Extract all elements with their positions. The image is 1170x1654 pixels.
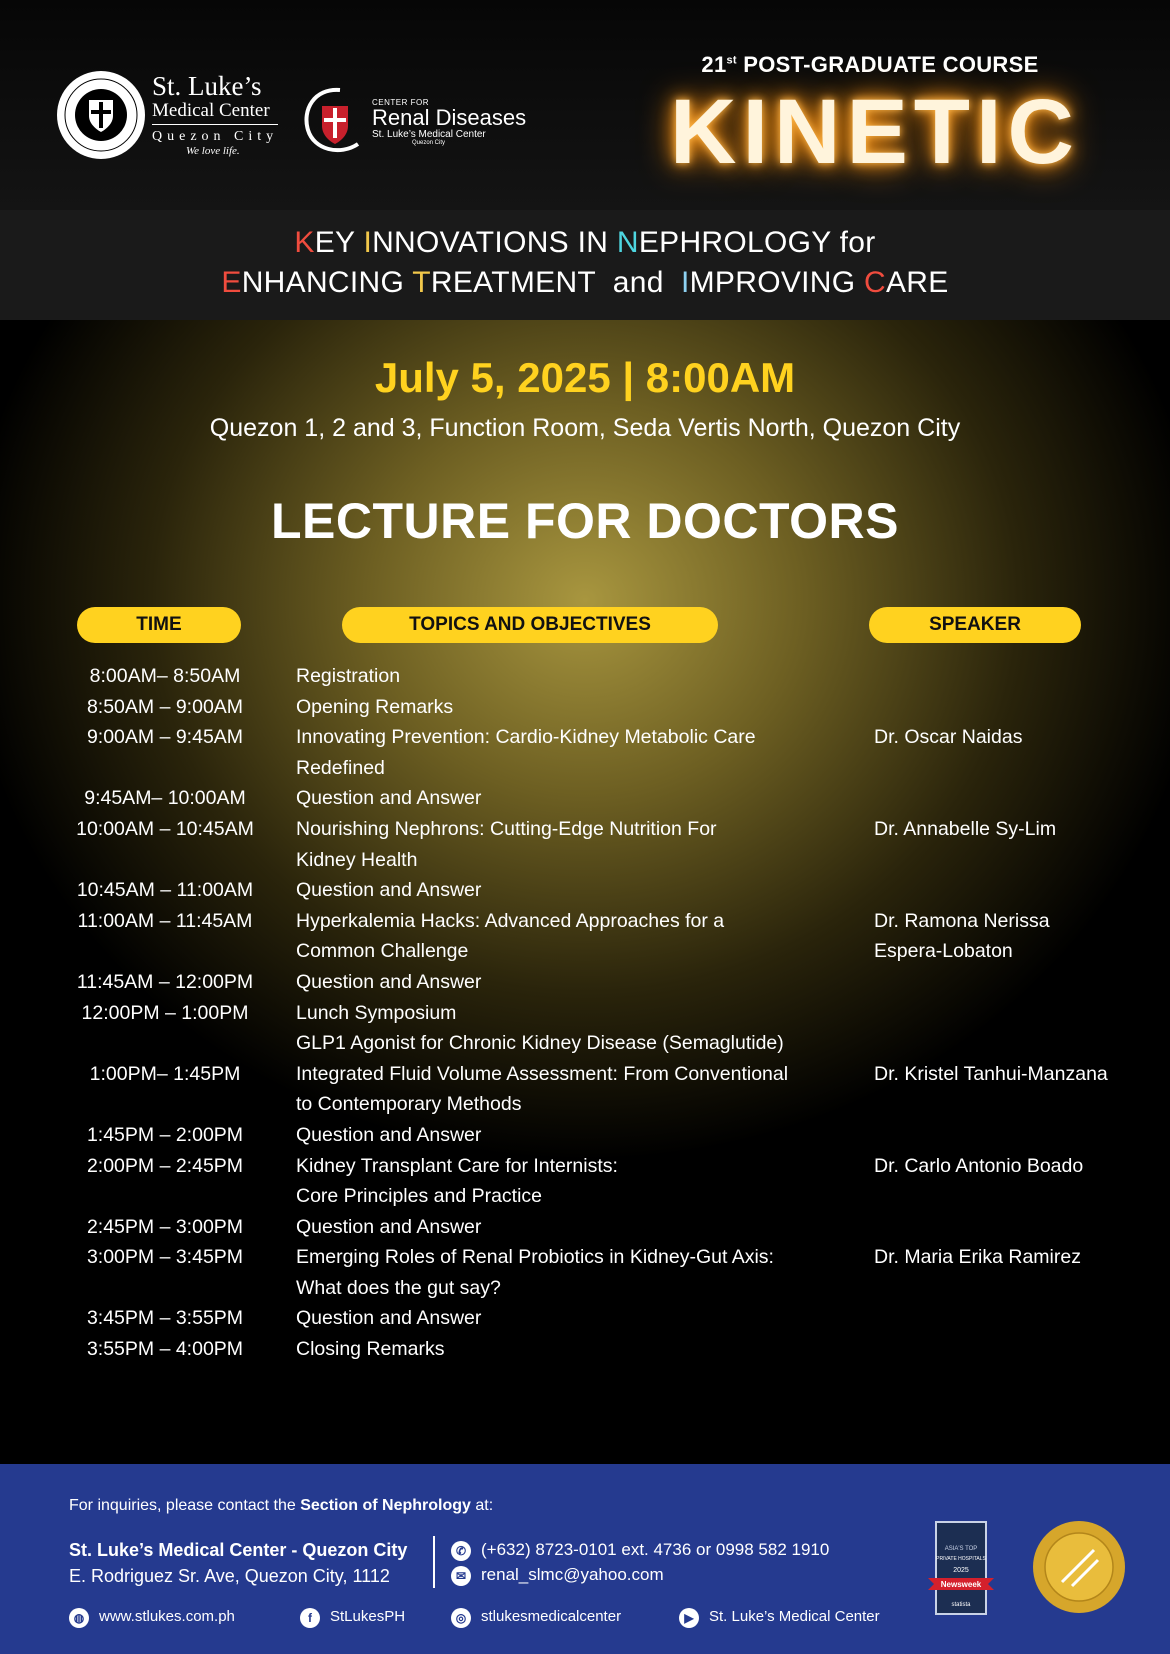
course-ordinal: st [726,54,737,67]
headline-text: NNOVATIONS IN [372,226,617,259]
stlukes-name-line2: Medical Center [152,100,278,125]
stlukes-seal-logo [56,70,146,160]
speaker-column-header: SPEAKER [869,607,1081,643]
schedule-topic [296,1334,796,1365]
schedule-row [0,783,1170,814]
schedule-time: 11:00AM – 11:45AM [77,909,253,932]
headline-accent-letter: C [864,266,886,299]
newsweek-badge [928,1520,994,1616]
schedule-time: 2:00PM – 2:45PM [86,1154,244,1177]
headline-text: NHANCING [241,266,413,299]
schedule-topic-line: Emerging Roles of Renal Probiotics in Kidney-Gut Axis: [296,1246,774,1269]
social-link[interactable]: www.stlukes.com.ph [99,1608,235,1625]
course-label [690,52,1050,78]
schedule-speaker-line: Dr. Annabelle Sy-Lim [874,817,1057,840]
schedule-speaker-line: Espera-Lobaton [874,940,1013,963]
schedule-speaker-line: Dr. Oscar Naidas [874,726,1023,749]
schedule-topic [296,1303,796,1334]
schedule-topic-line: Question and Answer [296,787,482,810]
headline-accent-letter: I [680,266,690,299]
schedule-topic [296,1028,796,1059]
phone-icon: ✆ [451,1541,471,1561]
time-column-header: TIME [77,607,241,643]
schedule-topic [296,998,796,1029]
schedule-topic-line: Question and Answer [296,1123,482,1146]
schedule-topic [296,967,796,998]
newsweek-brand: Newsweek [940,1580,982,1589]
newsweek-mid: PRIVATE HOSPITALS [936,1556,986,1562]
schedule-time: 8:50AM – 9:00AM [86,695,244,718]
stlukes-location: Quezon City [152,129,279,144]
stlukes-wordmark [152,72,278,157]
footer-email[interactable]: renal_slmc@yahoo.com [481,1565,664,1584]
newsweek-top: ASIA'S TOP [944,1546,978,1552]
headline-line2 [0,266,1170,300]
schedule-topic-line: Opening Remarks [296,695,454,718]
renal-diseases-logo [300,84,370,158]
crd-location: Quezon City [412,140,446,146]
schedule-row [0,1151,1170,1212]
schedule-row [0,998,1170,1029]
schedule-topic [296,875,796,906]
headline-text: EY [314,226,364,259]
schedule-topic-line: Redefined [296,756,385,779]
schedule-table [0,661,1170,1365]
schedule-topic-line: Kidney Health [296,848,418,871]
headline-line1 [0,226,1170,260]
schedule-speaker [874,722,1164,753]
footer-address: E. Rodriguez Sr. Ave, Quezon City, 1112 [69,1566,390,1586]
schedule-row [0,1212,1170,1243]
schedule-topic-line: Hyperkalemia Hacks: Advanced Approaches for a [296,909,725,932]
schedule-time [0,1028,330,1059]
schedule-speaker [874,1059,1164,1090]
newsweek-year: 2025 [953,1567,969,1574]
stlukes-tagline: We love life. [186,145,240,157]
schedule-topic [296,1151,796,1212]
schedule-topic-line: Innovating Prevention: Cardio-Kidney Metabolic Care [296,726,756,749]
schedule-time: 11:45AM – 12:00PM [76,970,254,993]
schedule-speaker [874,906,1164,967]
schedule-topic-line: GLP1 Agonist for Chronic Kidney Disease (Semaglutide) [296,1032,784,1055]
event-date: July 5, 2025 | 8:00AM [374,354,796,401]
crd-small-label: CENTER FOR [372,98,429,107]
schedule-row [0,1303,1170,1334]
course-rest: POST-GRADUATE COURSE [736,52,1039,77]
schedule-speaker [874,1242,1164,1273]
schedule-row [0,1334,1170,1365]
schedule-topic [296,1242,796,1303]
schedule-topic-line: Closing Remarks [296,1338,445,1361]
social-link[interactable]: StLukesPH [330,1608,406,1625]
headline-text: REATMENT and [430,266,681,299]
schedule-topic [296,692,796,723]
schedule-row [0,967,1170,998]
schedule-topic-line: Question and Answer [296,1215,482,1238]
schedule-speaker [874,1151,1164,1182]
schedule-row [0,692,1170,723]
headline-accent-letter: K [294,226,315,259]
schedule-time: 2:45PM – 3:00PM [86,1215,244,1238]
jci-seal [1032,1520,1126,1614]
schedule-row [0,1059,1170,1120]
footer-phone[interactable]: (+632) 8723-0101 ext. 4736 or 0998 582 1910 [481,1540,830,1559]
schedule-topic-line: Nourishing Nephrons: Cutting-Edge Nutrition For [296,817,717,840]
schedule-topic-line: to Contemporary Methods [296,1093,522,1116]
renal-diseases-wordmark [372,98,526,146]
schedule-topic [296,1059,796,1120]
schedule-topic-line: What does the gut say? [296,1276,501,1299]
inquiry-section: Section of Nephrology [300,1497,471,1514]
headline-text: ARE [885,266,949,299]
crd-name: Renal Diseases [372,105,527,130]
schedule-time: 1:45PM – 2:00PM [86,1123,244,1146]
inquiry-suffix: at: [470,1497,494,1514]
schedule-row [0,814,1170,875]
schedule-speaker [874,814,1164,845]
crd-sub: St. Luke’s Medical Center [372,129,486,140]
schedule-time: 3:55PM – 4:00PM [86,1338,244,1361]
course-title: KINETIC [670,81,1080,183]
schedule-time: 3:00PM – 3:45PM [86,1246,244,1269]
schedule-topic-line: Core Principles and Practice [296,1185,543,1208]
schedule-time: 1:00PM– 1:45PM [89,1062,241,1085]
schedule-row [0,1242,1170,1303]
newsweek-partner: statista [951,1602,971,1608]
headline-accent-letter: I [363,226,373,259]
schedule-speaker-line: Dr. Maria Erika Ramirez [874,1246,1081,1269]
footer-divider [433,1536,435,1588]
schedule-time: 8:00AM– 8:50AM [89,665,241,687]
schedule-topic-line: Kidney Transplant Care for Internists: [296,1154,618,1177]
headline-accent-letter: N [616,226,639,259]
topics-column-header: TOPICS AND OBJECTIVES [342,607,718,643]
schedule-time: 3:45PM – 3:55PM [86,1307,244,1330]
stlukes-name-line1: St. Luke’s [152,71,262,101]
schedule-time: 9:45AM– 10:00AM [84,787,246,810]
schedule-speaker-line: Dr. Ramona Nerissa [874,909,1050,932]
schedule-row [0,1028,1170,1059]
social-link[interactable]: stlukesmedicalcenter [481,1608,622,1625]
schedule-time: 12:00PM – 1:00PM [81,1001,249,1024]
course-number: 21 [701,52,727,77]
headline-accent-letter: E [221,266,242,299]
schedule-topic [296,783,796,814]
instagram-icon: ◎ [451,1608,471,1628]
schedule-topic [296,722,796,783]
event-venue: Quezon 1, 2 and 3, Function Room, Seda Vertis North, Quezon City [209,414,961,442]
schedule-time: 10:45AM – 11:00AM [76,879,254,902]
schedule-topic-line: Integrated Fluid Volume Assessment: From Conventional [296,1062,789,1085]
schedule-topic [296,1120,796,1151]
schedule-topic [296,661,796,692]
schedule-topic-line: Question and Answer [296,1307,482,1330]
headline-accent-letter: T [412,266,431,299]
schedule-time: 10:00AM – 10:45AM [76,817,254,840]
youtube-icon: ▶ [679,1608,699,1628]
facebook-icon: f [300,1608,320,1628]
schedule-topic [296,814,796,875]
schedule-topic-line: Question and Answer [296,970,482,993]
schedule-row [0,875,1170,906]
schedule-row [0,661,1170,692]
schedule-topic [296,1212,796,1243]
schedule-topic-line: Registration [296,665,401,687]
inquiry-text [69,1497,493,1515]
schedule-row [0,906,1170,967]
section-title: LECTURE FOR DOCTORS [270,493,900,549]
schedule-topic [296,906,796,967]
schedule-topic-line: Common Challenge [296,940,469,963]
social-link[interactable]: St. Luke’s Medical Center [709,1608,880,1625]
schedule-speaker-line: Dr. Carlo Antonio Boado [874,1154,1084,1177]
mail-icon: ✉ [451,1566,471,1586]
schedule-topic-line: Question and Answer [296,879,482,902]
globe-icon: ◍ [69,1608,89,1628]
inquiry-prefix: For inquiries, please contact the [69,1497,301,1514]
schedule-row [0,722,1170,783]
headline-text: EPHROLOGY for [638,226,876,259]
schedule-row [0,1120,1170,1151]
footer-org: St. Luke’s Medical Center - Quezon City [69,1540,408,1560]
schedule-time: 9:00AM – 9:45AM [86,726,244,749]
schedule-speaker-line: Dr. Kristel Tanhui-Manzana [874,1062,1108,1085]
headline-text: MPROVING [689,266,865,299]
schedule-topic-line: Lunch Symposium [296,1001,457,1024]
